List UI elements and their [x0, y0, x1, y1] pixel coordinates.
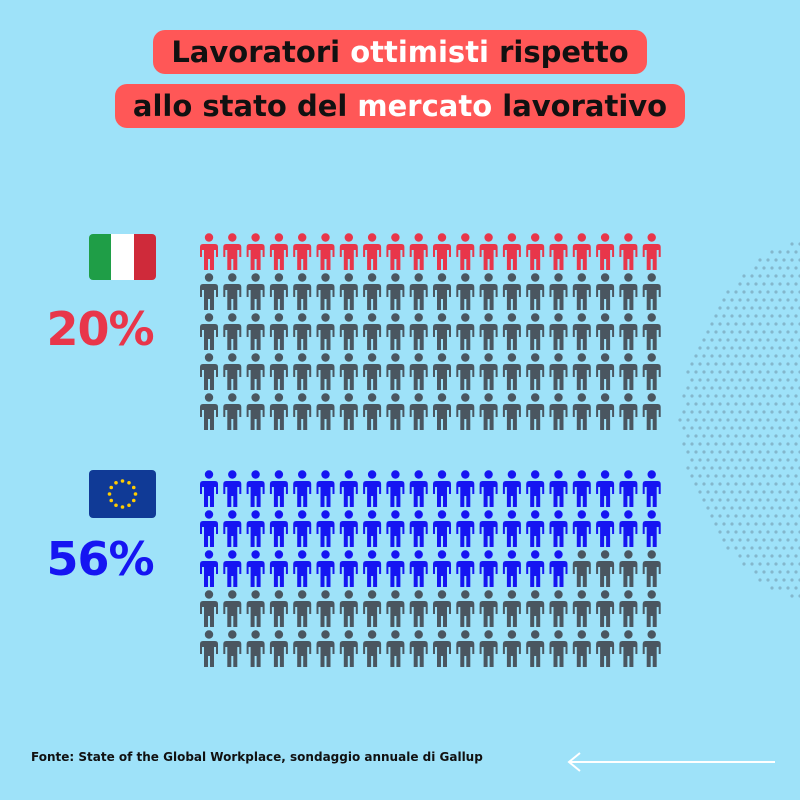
person-icon: [317, 510, 335, 547]
person-icon: [550, 590, 568, 627]
person-icon: [200, 550, 218, 587]
person-icon: [573, 510, 591, 547]
person-icon: [223, 510, 241, 547]
person-icon: [386, 630, 404, 667]
person-icon: [200, 470, 218, 507]
person-icon: [363, 590, 381, 627]
person-icon: [247, 470, 265, 507]
person-icon: [456, 550, 474, 587]
person-icon: [596, 590, 614, 627]
person-icon: [386, 510, 404, 547]
person-icon: [270, 550, 288, 587]
person-icon: [363, 630, 381, 667]
person-icon: [340, 550, 358, 587]
person-icon: [643, 630, 661, 667]
title-line2-after: lavorativo: [492, 89, 668, 123]
person-icon: [317, 470, 335, 507]
person-icon: [270, 470, 288, 507]
person-icon: [223, 590, 241, 627]
person-icon: [363, 470, 381, 507]
person-icon: [247, 510, 265, 547]
person-icon: [643, 550, 661, 587]
person-icon: [410, 550, 428, 587]
title-line2-before: allo stato del: [132, 89, 358, 123]
person-icon: [386, 590, 404, 627]
person-icon: [433, 550, 451, 587]
person-icon: [573, 590, 591, 627]
person-icon: [619, 590, 637, 627]
person-icon: [293, 550, 311, 587]
person-icon: [596, 550, 614, 587]
person-icon: [480, 550, 498, 587]
person-icon: [503, 470, 521, 507]
person-icon: [480, 630, 498, 667]
person-icon: [596, 510, 614, 547]
person-icon: [270, 630, 288, 667]
person-icon: [433, 470, 451, 507]
person-icon: [293, 630, 311, 667]
person-icon: [223, 630, 241, 667]
person-icon: [526, 470, 544, 507]
person-icon: [363, 510, 381, 547]
arrow-left-icon: [560, 750, 780, 774]
person-icon: [573, 470, 591, 507]
person-icon: [643, 470, 661, 507]
person-icon: [410, 630, 428, 667]
person-icon: [480, 470, 498, 507]
person-icon: [270, 590, 288, 627]
eu-percentage: 56%: [46, 532, 154, 586]
person-icon: [480, 590, 498, 627]
person-icon: [573, 630, 591, 667]
person-icon: [433, 630, 451, 667]
person-icon: [433, 510, 451, 547]
title-line1-after: rispetto: [489, 35, 629, 69]
person-icon: [503, 630, 521, 667]
person-icon: [223, 550, 241, 587]
person-icon: [619, 470, 637, 507]
title-highlight-mercato: mercato: [357, 89, 493, 123]
person-icon: [247, 550, 265, 587]
person-icon: [410, 470, 428, 507]
person-icon: [550, 630, 568, 667]
person-icon: [643, 590, 661, 627]
person-icon: [619, 550, 637, 587]
person-icon: [526, 510, 544, 547]
person-icon: [317, 630, 335, 667]
person-icon: [200, 630, 218, 667]
title-line1-before: Lavoratori: [171, 35, 351, 69]
person-icon: [247, 590, 265, 627]
person-icon: [317, 550, 335, 587]
person-icon: [596, 470, 614, 507]
person-icon: [550, 470, 568, 507]
person-icon: [340, 590, 358, 627]
person-icon: [317, 590, 335, 627]
person-icon: [526, 630, 544, 667]
person-icon: [410, 510, 428, 547]
person-icon: [433, 590, 451, 627]
person-icon: [386, 470, 404, 507]
person-icon: [340, 630, 358, 667]
person-icon: [503, 550, 521, 587]
person-icon: [410, 590, 428, 627]
person-icon: [526, 590, 544, 627]
source-note: Fonte: State of the Global Workplace, sondaggio annuale di Gallup: [31, 750, 483, 764]
person-icon: [340, 510, 358, 547]
person-icon: [200, 510, 218, 547]
person-icon: [200, 590, 218, 627]
person-icon: [573, 550, 591, 587]
person-icon: [293, 470, 311, 507]
person-icon: [247, 630, 265, 667]
person-icon: [363, 550, 381, 587]
person-icon: [503, 510, 521, 547]
person-icon: [596, 630, 614, 667]
person-icon: [550, 550, 568, 587]
person-icon: [223, 470, 241, 507]
person-icon: [619, 630, 637, 667]
person-icon: [456, 470, 474, 507]
person-icon: [619, 510, 637, 547]
person-icon: [293, 590, 311, 627]
person-icon: [503, 590, 521, 627]
person-icon: [550, 510, 568, 547]
person-icon: [526, 550, 544, 587]
person-icon: [456, 590, 474, 627]
person-icon: [456, 510, 474, 547]
person-icon: [480, 510, 498, 547]
person-icon: [456, 630, 474, 667]
person-icon: [643, 510, 661, 547]
person-icon: [386, 550, 404, 587]
person-icon: [340, 470, 358, 507]
person-icon: [293, 510, 311, 547]
italy-percentage: 20%: [46, 302, 154, 356]
person-icon: [270, 510, 288, 547]
title-highlight-ottimisti: ottimisti: [350, 35, 489, 69]
